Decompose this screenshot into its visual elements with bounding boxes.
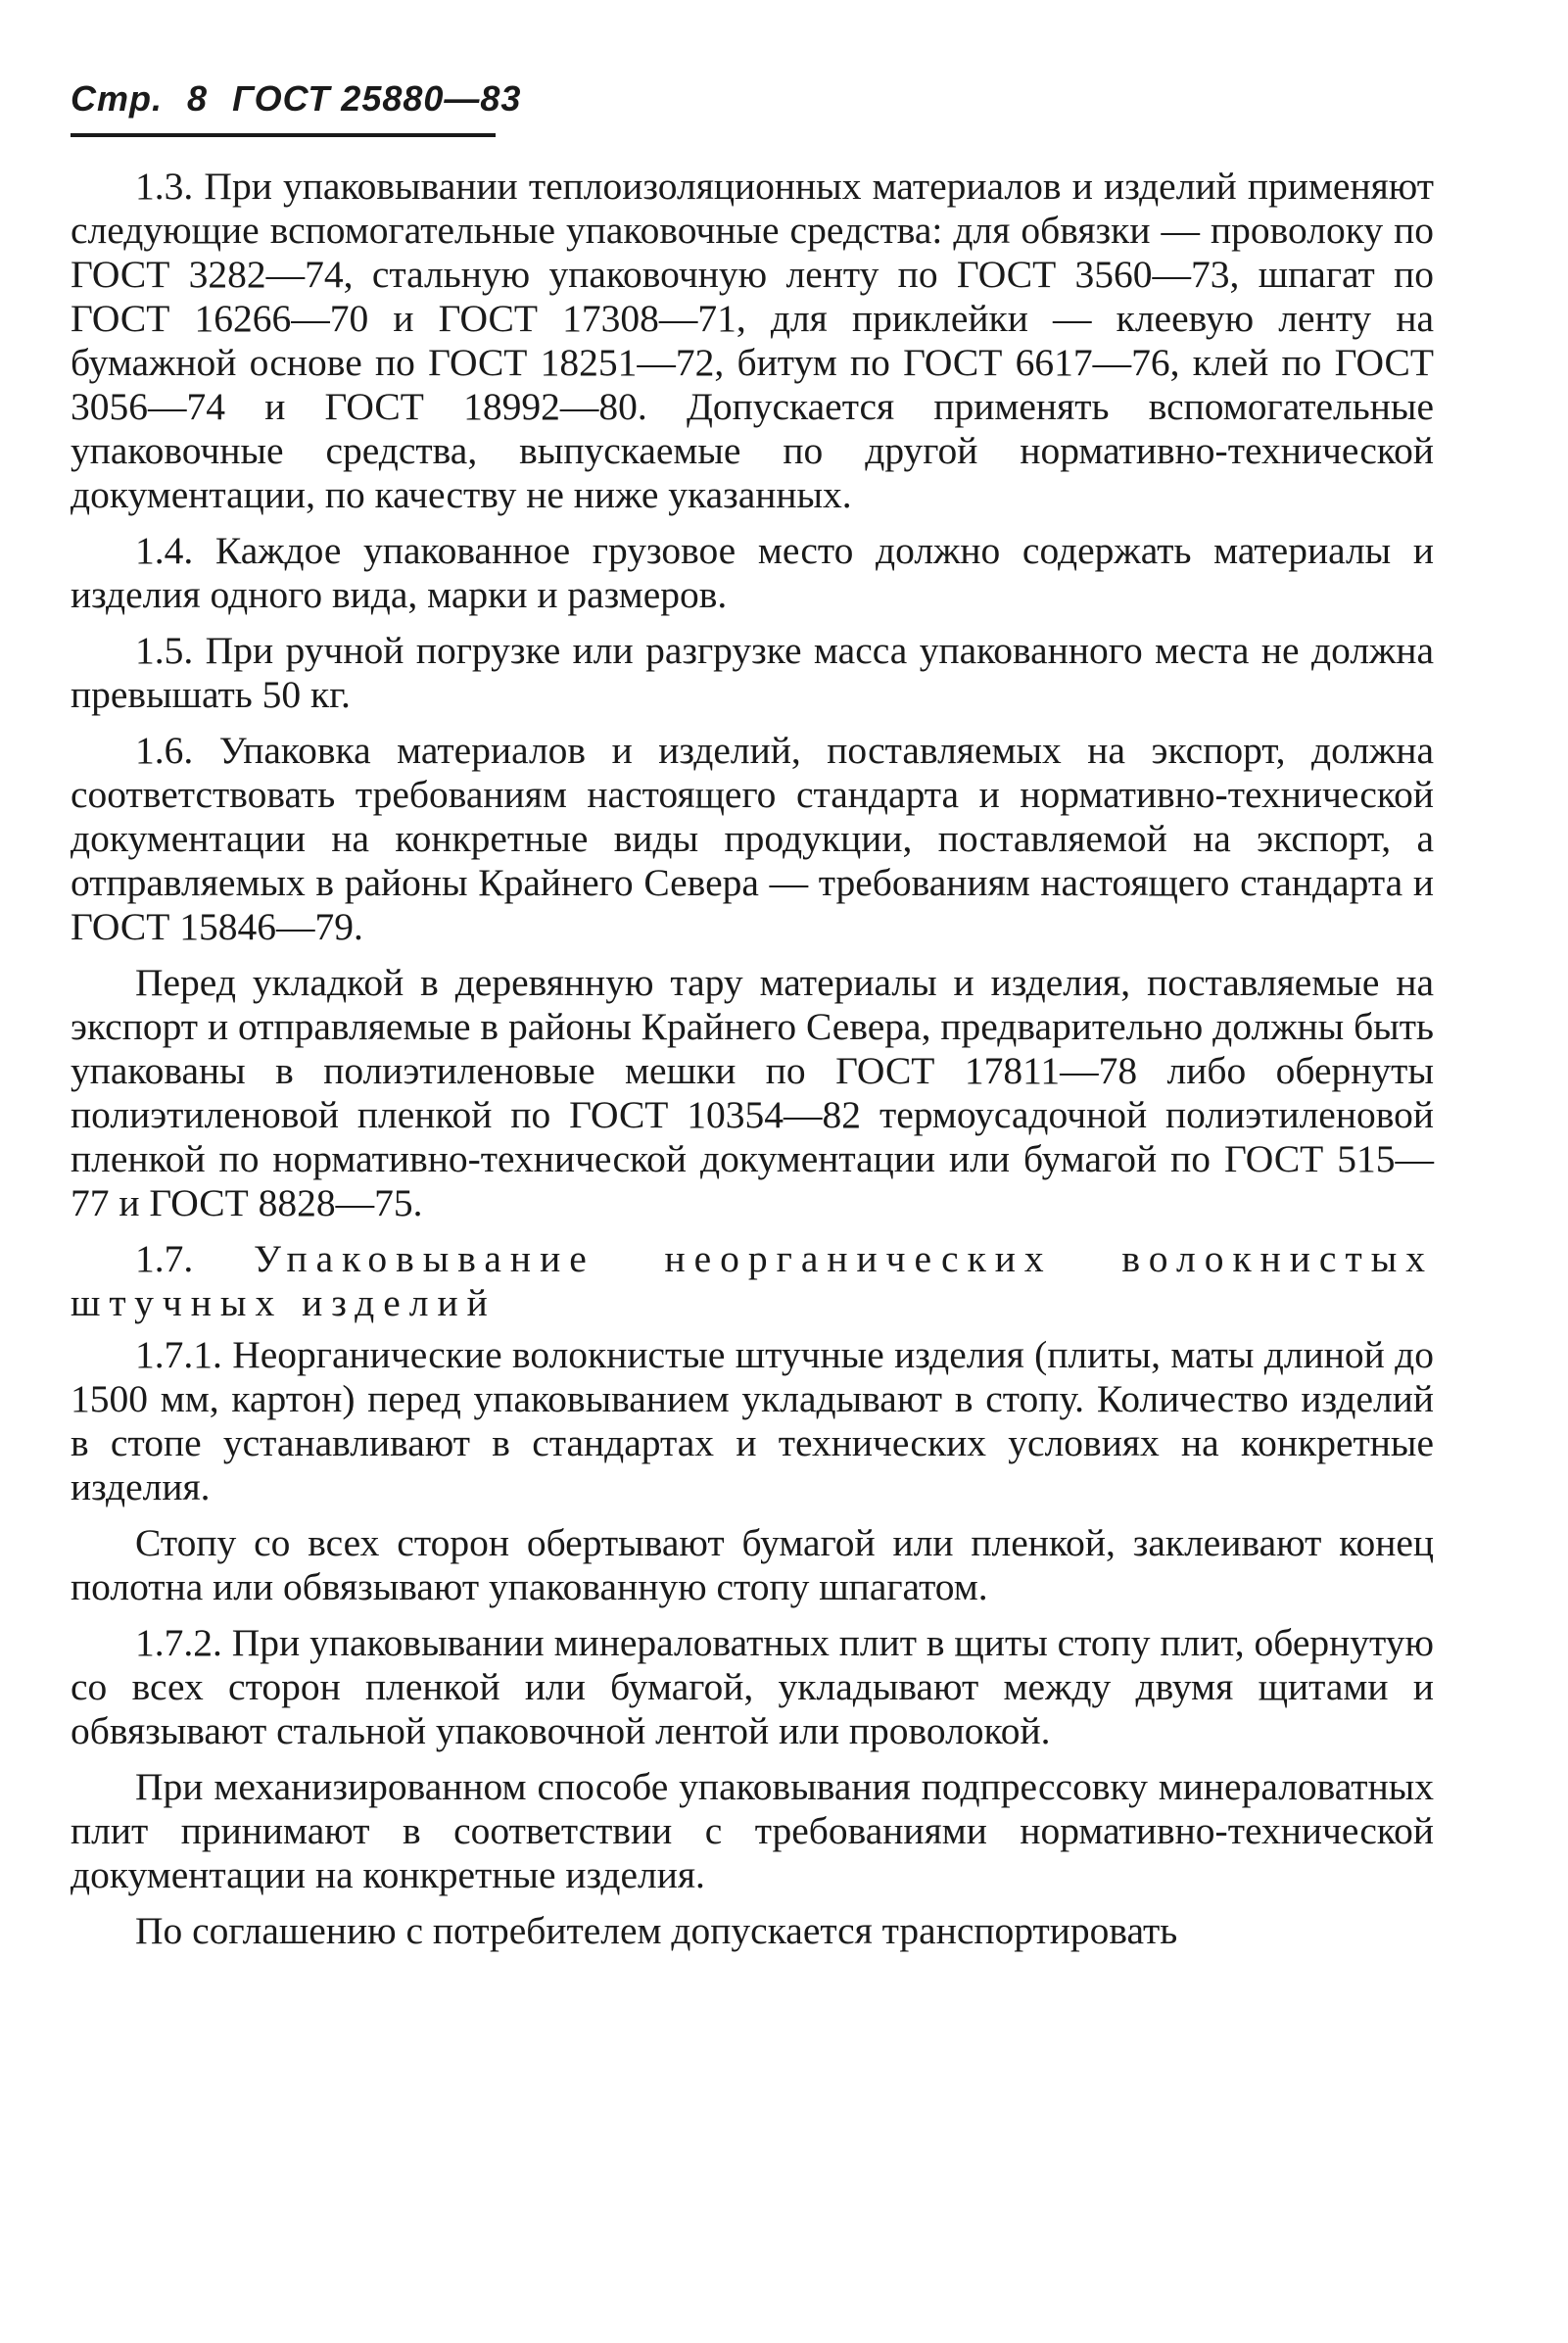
paragraph-1-3: 1.3. При упаковывании теплоизоляционных материалов и изделий применяют следующие вспомогательные упаковочные средства: для обвязки — проволоку по ГОСТ 3282—74, стальную упаковочную ленту по ГОСТ 3560—73, шпагат по ГОСТ 16266—70 и ГОСТ 17308—71, для приклейки — клеевую ленту на бумажной основе по ГОСТ 18251—72, битум по ГОСТ 6617—76, клей по ГОСТ 3056—74 и ГОСТ 18992—80. Допускается применять вспомогательные упаковочные средства, выпускаемые по другой нормативно-технической документации, по качеству не ниже указанных. xyxy=(71,165,1434,516)
section-heading-1-7 xyxy=(71,1237,1434,1325)
paragraph-1-4: 1.4. Каждое упакованное грузовое место должно содержать материалы и изделия одного вида, марки и размеров. xyxy=(71,529,1434,616)
paragraph-1-6-continued: Перед укладкой в деревянную тару материалы и изделия, поставляемые на экспорт и отправляемые в районы Крайнего Севера, предварительно должны быть упакованы в полиэтиленовые мешки по ГОСТ 17811—78 либо обернуты полиэтиленовой пленкой по ГОСТ 10354—82 термоусадочной полиэтиленовой пленкой по нормативно-технической документации или бумагой по ГОСТ 515—77 и ГОСТ 8828—75. xyxy=(71,961,1434,1224)
paragraph-transport-clause: По соглашению с потребителем допускается транспортировать xyxy=(135,1909,1178,1952)
paragraph-1-7-1-continued: Стопу со всех сторон обертывают бумагой или пленкой, заклеивают конец полотна или обвязывают упакованную стопу шпагатом. xyxy=(71,1521,1434,1608)
paragraph-1-7-1: 1.7.1. Неорганические волокнистые штучные изделия (плиты, маты длиной до 1500 мм, картон) перед упаковыванием укладывают в стопу. Количество изделий в стопе устанавливают в стандартах и технических условиях на конкретные изделия. xyxy=(71,1333,1434,1508)
paragraph-1-5: 1.5. При ручной погрузке или разгрузке масса упакованного места не должна превышать 50 кг. xyxy=(71,629,1434,716)
section-title: Упаковывание неорганических волокнистых штучных изделий xyxy=(71,1237,1434,1324)
paragraph-1-7-2: 1.7.2. При упаковывании минераловатных плит в щиты стопу плит, обернутую со всех сторон пленкой или бумагой, укладывают между двумя щитами и обвязывают стальной упаковочной лентой или проволокой. xyxy=(71,1621,1434,1752)
running-head xyxy=(71,78,521,120)
document-body xyxy=(71,165,1434,1965)
page-label: Стр. xyxy=(71,78,163,119)
header-rule xyxy=(71,133,496,137)
paragraph-1-7-2-continued: При механизированном способе упаковывания подпрессовку минераловатных плит принимают в соответствии с требованиями нормативно-технической документации на конкретные изделия. xyxy=(71,1765,1434,1896)
section-number: 1.7. xyxy=(135,1237,194,1280)
page-number: 8 xyxy=(187,78,209,119)
paragraph-1-6: 1.6. Упаковка материалов и изделий, поставляемых на экспорт, должна соответствовать требованиям настоящего стандарта и нормативно-технической документации на конкретные виды продукции, поставляемой на экспорт, а отправляемых в районы Крайнего Севера — требованиям настоящего стандарта и ГОСТ 15846—79. xyxy=(71,729,1434,948)
standard-designation: ГОСТ 25880—83 xyxy=(232,78,522,119)
